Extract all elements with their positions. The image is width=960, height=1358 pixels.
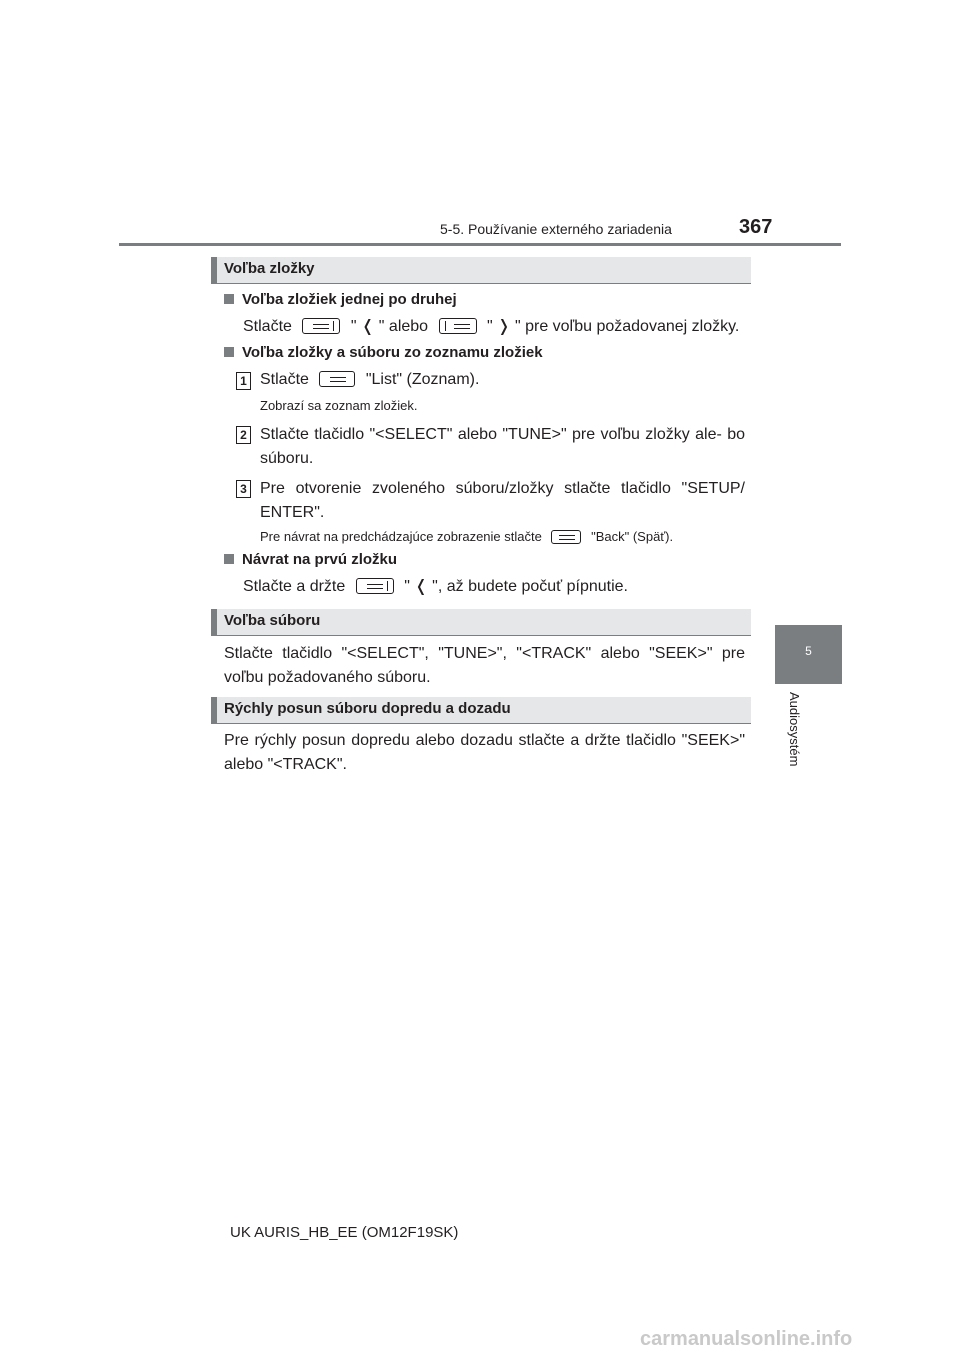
watermark: carmanualsonline.info: [640, 1328, 853, 1350]
step-text: Pre otvorenie zvoleného súboru/zložky stlačte tlačidlo "SETUP/ ENTER".: [260, 480, 745, 521]
chapter-number: 5: [805, 644, 812, 658]
subheading-one-by-one: Voľba zložiek jednej po druhej: [224, 291, 457, 308]
bullet-square-icon: [224, 294, 234, 304]
page-number: 367: [739, 216, 773, 238]
bullet-square-icon: [224, 554, 234, 564]
step-text: Stlačte tlačidlo "<SELECT" alebo "TUNE>" pre voľbu zložky ale- bo súboru.: [260, 426, 745, 467]
section-title: Voľba zložky: [224, 260, 315, 277]
chapter-tab: [775, 625, 842, 684]
section-header-fast: [211, 697, 751, 724]
section-title: Rýchly posun súboru dopredu a dozadu: [224, 700, 511, 717]
step-text: Stlačte "List" (Zoznam).: [260, 371, 480, 388]
instruction-return-first: Stlačte a držte " ❬ ", až budete počuť pípnutie.: [243, 578, 628, 595]
steering-switch-icon: [356, 578, 394, 594]
running-header: 5-5. Používanie externého zariadenia: [440, 221, 672, 237]
chapter-label: Audiosystém: [787, 692, 802, 767]
step-number: 2: [236, 426, 251, 444]
instruction-one-by-one: Stlačte " ❬ " alebo " ❭ " pre voľbu požadovanej zložky.: [243, 318, 740, 335]
footer-model: UK AURIS_HB_EE (OM12F19SK): [230, 1224, 459, 1241]
section-header-file: [211, 609, 751, 636]
steering-switch-icon: [439, 318, 477, 334]
paragraph-fast: Pre rýchly posun dopredu alebo dozadu stlačte a držte tlačidlo "SEEK>" alebo "<TRACK".: [224, 732, 745, 773]
section-header-folder: [211, 257, 751, 284]
subheading-return-first: Návrat na prvú zložku: [224, 551, 397, 568]
subheading-from-list: Voľba zložky a súboru zo zoznamu zložiek: [224, 344, 543, 361]
step-number: 3: [236, 480, 251, 498]
step-number: 1: [236, 372, 251, 390]
steering-switch-icon: [319, 371, 355, 387]
bullet-square-icon: [224, 347, 234, 357]
paragraph-file: Stlačte tlačidlo "<SELECT", "TUNE>", "<TRACK" alebo "SEEK>" pre voľbu požadovaného súboru.: [224, 645, 745, 686]
steering-switch-icon: [551, 530, 581, 544]
section-title: Voľba súboru: [224, 612, 321, 629]
step-note: Zobrazí sa zoznam zložiek.: [260, 398, 418, 413]
steering-switch-icon: [302, 318, 340, 334]
header-divider: [119, 243, 841, 246]
step-note: Pre návrat na predchádzajúce zobrazenie stlačte "Back" (Späť).: [260, 529, 674, 544]
